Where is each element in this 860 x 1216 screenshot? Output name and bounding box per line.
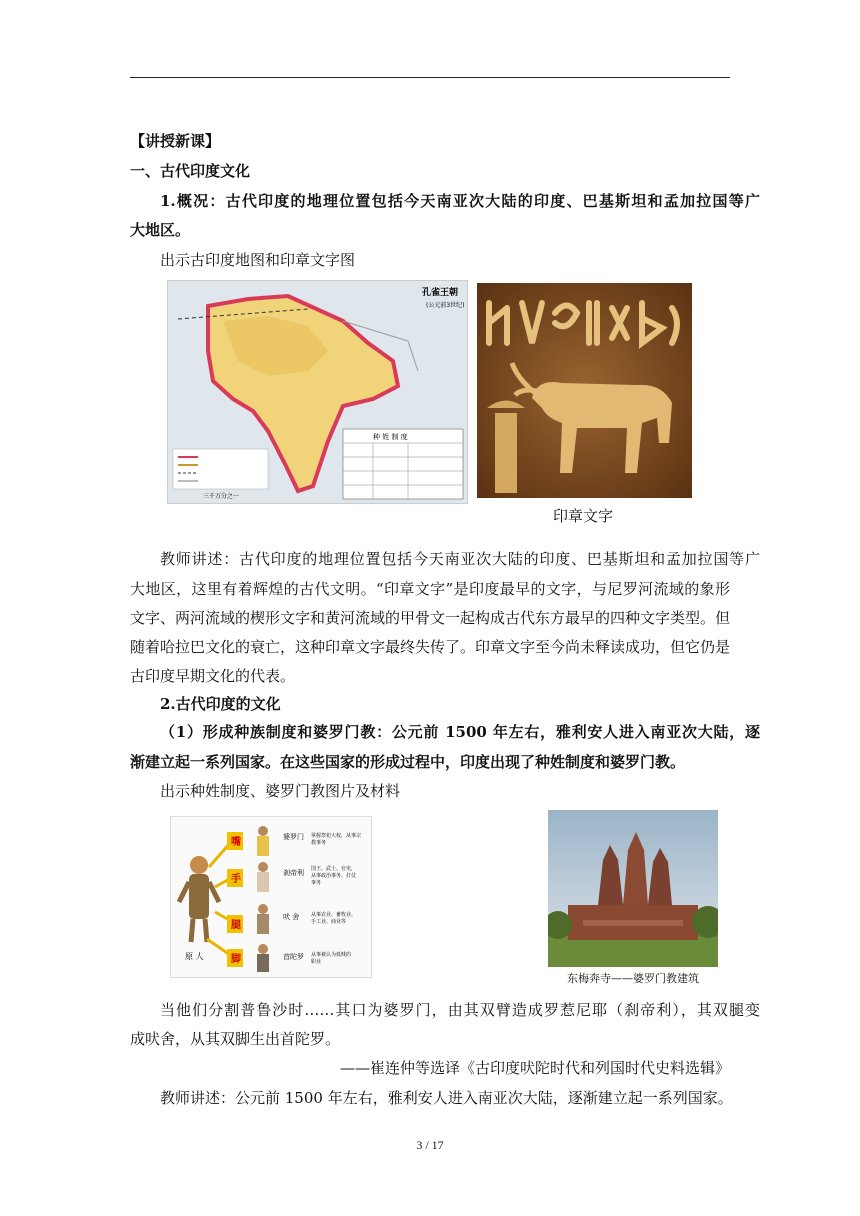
teacher-note-2: 教师讲述：公元前 1500 年左右，雅利安人进入南亚次大陆，逐渐建立起一系列国家。 [160,1089,733,1107]
indus-seal-image [477,283,692,498]
caste-diagram-image [170,816,372,978]
caste-kshatriya: 刹帝利 [283,869,304,877]
part-leg: 腿 [231,920,241,931]
duty-brahmin-2: 教事务 [311,840,327,846]
origin-label: 原 人 [185,952,204,961]
header-rule [130,77,730,78]
seal-caption: 印章文字 [552,507,613,525]
duty-kshatriya-1: 国王、武士、官吏， [311,866,357,872]
point1-line1: 1.概况：古代印度的地理位置包括今天南亚次大陆的印度、巴基斯坦和孟加拉国等广 [160,192,760,210]
part-mouth: 嘴 [231,837,241,848]
part-hand: 手 [231,874,241,885]
caste-vaishya: 吠 舍 [283,913,300,921]
section-heading: 一、古代印度文化 [130,162,251,180]
india-map-image [167,280,468,504]
teacher-note-1-line2: 大地区，这里有着辉煌的古代文明。“印章文字”是印度最早的文字，与尼罗河流域的象形 [130,580,730,598]
duty-brahmin-1: 掌握祭祀大权，从事宗 [311,833,362,839]
temple-photo [548,810,718,967]
sub1-line1: （1）形成种族制度和婆罗门教：公元前 1500 年左右，雅利安人进入南亚次大陆，逐 [160,723,760,741]
show-instruction-1: 出示古印度地图和印章文字图 [160,251,356,269]
caste-shudra: 首陀罗 [283,953,304,961]
quote-source: ——崔连仲等选译《古印度吠陀时代和列国时代史料选辑》 [339,1059,730,1077]
point2-heading: 2.古代印度的文化 [160,695,281,713]
quote-line1: 当他们分割普鲁沙时……其口为婆罗门，由其双臂造成罗惹尼耶（刹帝利），其双腿变 [160,1001,760,1019]
teacher-note-1-line5: 古印度早期文化的代表。 [130,667,296,685]
map-subtitle: (公元前3世纪) [426,302,465,309]
map-title: 孔雀王朝 [422,288,459,298]
duty-vaishya-1: 从事农业、畜牧业、 [311,912,357,918]
duty-shudra-2: 职业 [311,959,322,965]
show-instruction-2: 出示种姓制度、婆罗门教图片及材料 [160,782,401,800]
teacher-note-1-line1: 教师讲述：古代印度的地理位置包括今天南亚次大陆的印度、巴基斯坦和孟加拉国等广 [160,550,760,568]
teacher-note-1-line3: 文字、两河流域的楔形文字和黄河流域的甲骨文一起构成古代东方最早的四种文字类型。但 [130,609,731,627]
part-foot: 脚 [231,954,241,965]
caste-table-title: 种 姓 制 度 [373,433,408,441]
point1-line2: 大地区。 [130,221,191,239]
temple-caption: 东梅奔寺——婆罗门教建筑 [567,972,699,985]
duty-kshatriya-2: 从事政治事务、打仗 [311,873,357,879]
page-number: 3 / 17 [416,1138,444,1152]
duty-shudra-1: 从事被认为低贱的 [311,952,352,958]
duty-kshatriya-3: 事务 [311,880,322,886]
quote-line2: 成吠舍，从其双脚生出首陀罗。 [130,1030,341,1048]
teacher-note-1-line4: 随着哈拉巴文化的衰亡，这种印章文字最终失传了。印章文字至今尚未释读成功，但它仍是 [130,638,731,656]
lesson-heading: 【讲授新课】 [130,132,221,150]
caste-brahmin: 婆罗门 [283,833,304,841]
sub1-line2: 渐建立起一系列国家。在这些国家的形成过程中，印度出现了种姓制度和婆罗门教。 [130,753,686,771]
map-scale: 三千万分之一 [203,493,240,500]
duty-vaishya-2: 手工业、商业等 [311,919,347,925]
